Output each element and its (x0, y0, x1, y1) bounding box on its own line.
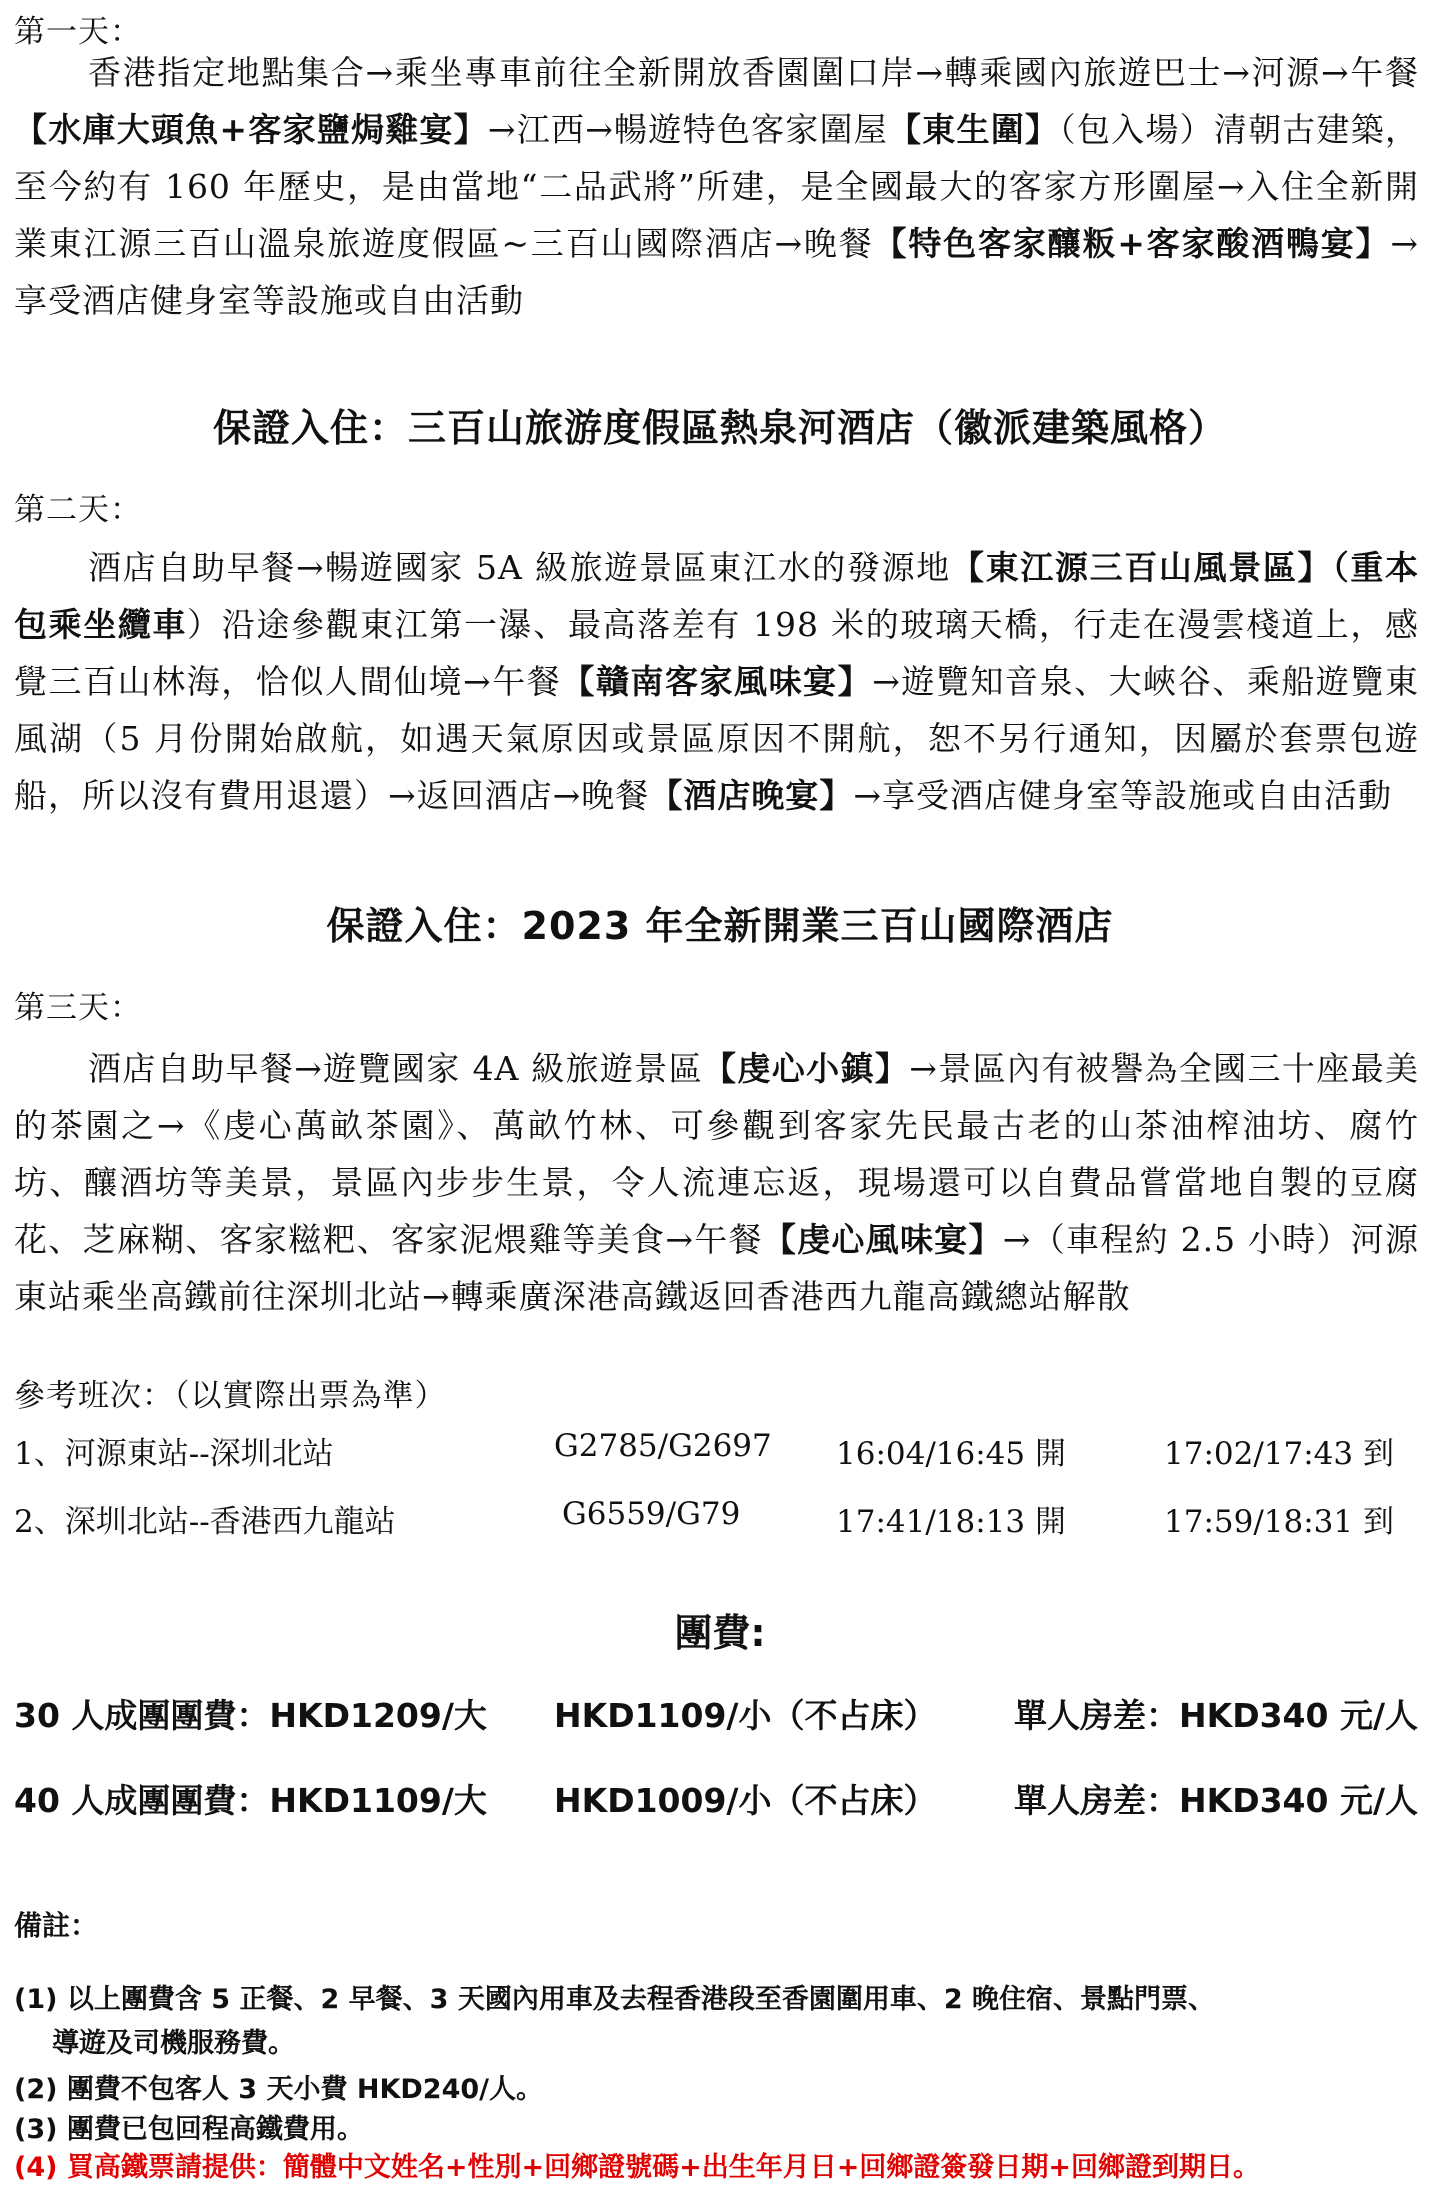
schedule-title: 參考班次：（以實際出票為準） (14, 1378, 447, 1414)
day-2-label: 第二天： (14, 492, 142, 528)
itinerary-text: →（車程約 2.5 小時）河源東站乘坐高鐵前往深圳北站→轉乘廣深港高鐵返回香港西九龍高鐵總站解散 (14, 1220, 1419, 1316)
note-number: (2) (14, 2074, 58, 2105)
note-item (14, 2068, 1434, 2112)
highlight-text: 【酒店晚宴】 (649, 776, 854, 815)
note-text: 以上團費含 5 正餐、2 早餐、3 天國內用車及去程香港段至香園圍用車、2 晚住宿、景點門票、 (66, 1984, 1216, 2015)
fee-child: HKD1009/小（不占床） (554, 1781, 937, 1820)
highlight-text: （重本包乘坐纜車 (14, 548, 1420, 644)
fee-group: 40 人成團團費：HKD1109/大 (14, 1781, 487, 1820)
day-2-hotel: 保證入住：2023 年全新開業三百山國際酒店 (326, 904, 1114, 948)
fee-row (14, 1690, 1434, 1740)
fee-child: HKD1109/小（不占床） (554, 1696, 937, 1735)
fee-single-supplement: 單人房差：HKD340 元/人 (1014, 1781, 1419, 1820)
note-item-highlight (14, 2146, 1434, 2190)
day-1-label: 第一天： (14, 14, 142, 50)
day-3-label: 第三天： (14, 990, 142, 1026)
itinerary-text: 香港指定地點集合→乘坐專車前往全新開放香園圍口岸→轉乘國內旅遊巴士→河源→午餐 (88, 53, 1419, 92)
train-row (14, 1496, 1434, 1540)
train-number: G2785/G2697 (554, 1428, 772, 1464)
fee-row (14, 1775, 1434, 1825)
highlight-text: 【東江源三百山風景區】 (950, 548, 1333, 587)
day-3-itinerary (14, 1040, 1419, 1325)
highlight-text: 【虔心風味宴】 (762, 1220, 1003, 1259)
highlight-text: 【特色客家釀粄+客家酸酒鴨宴】 (873, 224, 1391, 263)
day-1-hotel: 保證入住：三百山旅游度假區熱泉河酒店（徽派建築風格） (212, 406, 1227, 450)
highlight-text: 【贛南客家風味宴】 (561, 662, 873, 701)
note-text: 團費不包客人 3 天小費 HKD240/人。 (66, 2074, 544, 2105)
day-2-itinerary (14, 539, 1419, 824)
note-text: 團費已包回程高鐵費用。 (66, 2114, 364, 2145)
highlight-text: 【東生圍】 (888, 110, 1060, 149)
fee-group: 30 人成團團費：HKD1209/大 (14, 1696, 487, 1735)
note-number: (4) (14, 2152, 58, 2183)
note-item (14, 1978, 1434, 2066)
note-number: (3) (14, 2114, 58, 2145)
train-number: G6559/G79 (562, 1496, 741, 1532)
highlight-text: 【水庫大頭魚+客家鹽焗雞宴】 (14, 110, 488, 149)
highlight-text: 【虔心小鎮】 (703, 1049, 910, 1088)
itinerary-text: →江西→暢遊特色客家圍屋 (487, 110, 888, 149)
note-number: (1) (14, 1984, 58, 2015)
fee-single-supplement: 單人房差：HKD340 元/人 (1014, 1696, 1419, 1735)
train-depart: 16:04/16:45 開 (836, 1436, 1066, 1472)
train-arrive: 17:02/17:43 到 (1164, 1436, 1394, 1472)
itinerary-text: （包入場）清朝古建築，至今約有 160 年歷史，是由當地“二品武將”所建，是全國最大的客家方形圍屋→入住全新開業東江源三百山溫泉旅遊度假區~三百山國際酒店→晚餐 (14, 110, 1419, 263)
itinerary-text: →景區內有被譽為全國三十座最美的茶園之→《虔心萬畝茶園》、萬畝竹林、可參觀到客家先民最古老的山茶油榨油坊、腐竹坊、釀酒坊等美景，景區內步步生景，令人流連忘返，現場還可以自費品嘗當地自製的豆腐花、芝麻糊、客家糍粑、客家泥煨雞等美食→午餐 (14, 1049, 1419, 1259)
itinerary-text: ）沿途參觀東江第一瀑、最高落差有 198 米的玻璃天橋，行走在漫雲棧道上，感覺三百山林海，恰似人間仙境→午餐 (14, 605, 1420, 701)
train-depart: 17:41/18:13 開 (836, 1504, 1066, 1540)
train-arrive: 17:59/18:31 到 (1164, 1504, 1394, 1540)
notes-title: 備註： (14, 1909, 99, 1942)
itinerary-text: →享受酒店健身室等設施或自由活動 (14, 224, 1419, 320)
itinerary-text: →遊覽知音泉、大峽谷、乘船遊覽東風湖（5 月份開始啟航，如遇天氣原因或景區原因不開航，恕不另行通知，因屬於套票包遊船，所以沒有費用退還）→返回酒店→晚餐 (14, 662, 1420, 815)
note-continuation: 導遊及司機服務費。 (52, 2028, 295, 2059)
train-row (14, 1428, 1434, 1472)
train-route: 1、河源東站--深圳北站 (14, 1436, 334, 1472)
fee-title: 團費: (674, 1611, 766, 1655)
train-route: 2、深圳北站--香港西九龍站 (14, 1504, 396, 1540)
day-1-itinerary (14, 44, 1419, 329)
itinerary-text: 酒店自助早餐→遊覽國家 4A 級旅遊景區 (88, 1049, 704, 1088)
itinerary-text: 酒店自助早餐→暢遊國家 5A 級旅遊景區東江水的發源地 (88, 548, 951, 587)
note-text: 買高鐵票請提供：簡體中文姓名+性別+回鄉證號碼+出生年月日+回鄉證簽發日期+回鄉證到期日。 (66, 2152, 1260, 2183)
itinerary-text: →享受酒店健身室等設施或自由活動 (853, 776, 1392, 815)
